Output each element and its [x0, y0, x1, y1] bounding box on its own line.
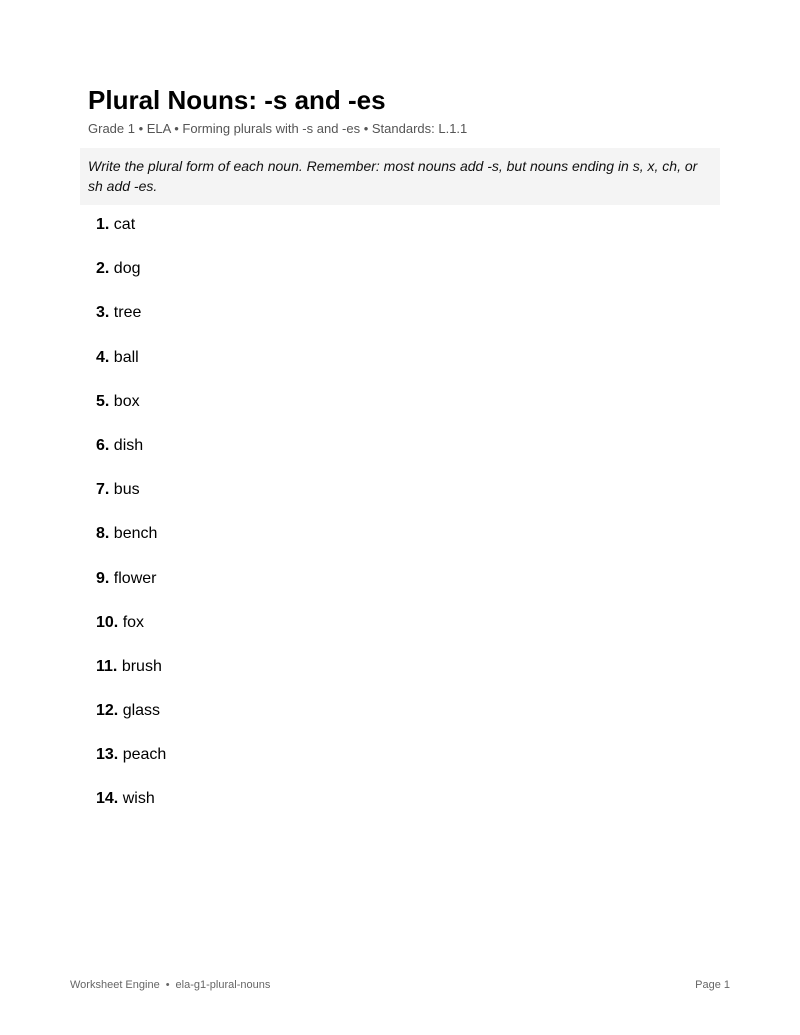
question-item [96, 656, 720, 700]
question-number: 6. [96, 436, 110, 454]
question-number: 13. [96, 746, 119, 764]
question-item [96, 214, 720, 258]
question-item [96, 612, 720, 656]
question-item [96, 788, 720, 832]
question-number: 8. [96, 525, 110, 543]
worksheet-meta: Grade 1 • ELA • Forming plurals with -s and -es • Standards: L.1.1 [88, 121, 468, 136]
question-word: flower [113, 569, 157, 587]
question-word: box [113, 392, 140, 410]
question-word: cat [113, 216, 136, 233]
footer-separator: • [165, 979, 170, 991]
question-word: tree [113, 304, 142, 322]
question-word: wish [122, 790, 155, 808]
question-word: dish [113, 436, 144, 454]
footer-worksheet-id: ela-g1-plural-nouns [175, 979, 271, 991]
question-number: 12. [96, 702, 119, 720]
page-number: Page 1 [695, 979, 730, 991]
question-item [96, 523, 720, 567]
question-number: 5. [96, 392, 110, 410]
question-item [96, 435, 720, 479]
question-number: 11. [96, 657, 118, 675]
question-word: peach [122, 746, 167, 764]
question-number: 10. [96, 613, 119, 631]
question-item [96, 347, 720, 391]
question-number: 2. [96, 260, 110, 278]
question-item [96, 302, 720, 346]
instructions-box: Write the plural form of each noun. Remember: most nouns add -s, but nouns ending in s, x, ch, or sh add -es. [80, 148, 720, 205]
question-item [96, 568, 720, 612]
question-word: ball [113, 348, 139, 366]
page-title: Plural Nouns: -s and -es [88, 85, 386, 115]
question-item [96, 479, 720, 523]
question-word: bench [113, 525, 158, 543]
question-item [96, 700, 720, 744]
question-word: brush [121, 657, 162, 675]
question-number: 3. [96, 304, 110, 322]
question-word: bus [113, 481, 140, 499]
question-number: 1. [96, 216, 110, 233]
question-word: dog [113, 260, 141, 278]
worksheet [88, 84, 720, 833]
footer-source [70, 978, 270, 992]
question-number: 7. [96, 481, 110, 499]
question-number: 14. [96, 790, 119, 808]
question-item [96, 258, 720, 302]
question-number: 9. [96, 569, 110, 587]
question-item [96, 744, 720, 788]
question-word: fox [122, 613, 145, 631]
question-word: glass [122, 702, 161, 720]
footer-engine-name: Worksheet Engine [70, 979, 160, 991]
question-item [96, 391, 720, 435]
question-list [88, 214, 720, 833]
question-number: 4. [96, 348, 110, 366]
